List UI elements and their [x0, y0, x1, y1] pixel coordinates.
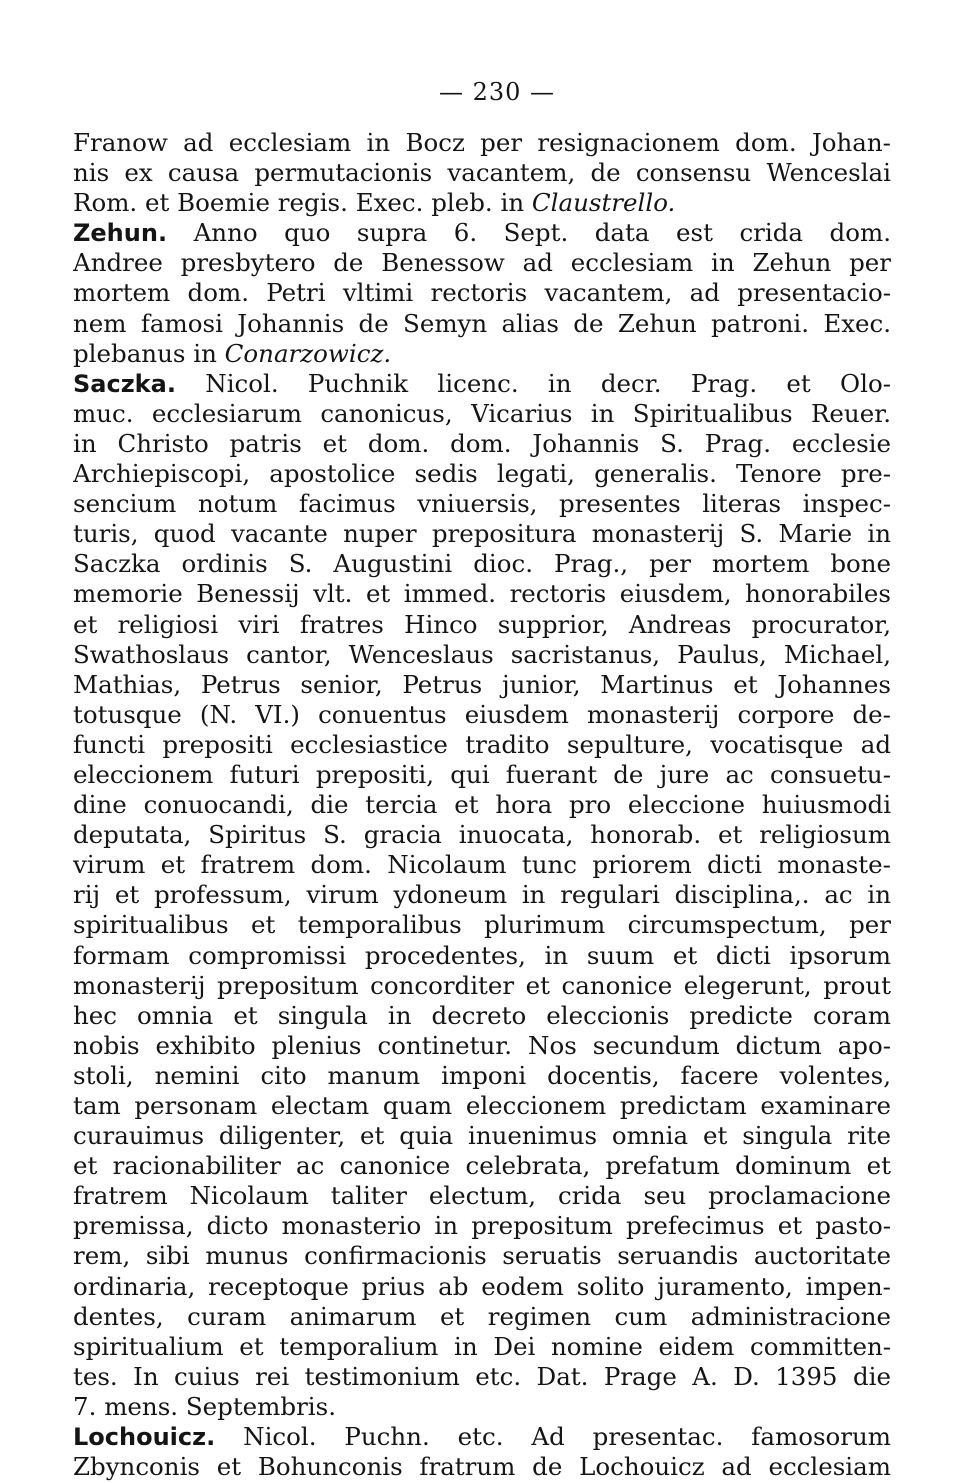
- entry-first-line: [73, 1422, 891, 1452]
- entry-first-line: [73, 218, 891, 248]
- text-line: Mathias, Petrus senior, Petrus junior, Martinus et Johannes: [73, 669, 891, 699]
- text-line: nobis exhibito plenius continetur. Nos secundum dictum apo-: [73, 1030, 891, 1060]
- text-line: ordinaria, receptoque prius ab eodem solito juramento, impen-: [73, 1271, 891, 1301]
- text-line: nem famosi Johannis de Semyn alias de Zehun patroni. Exec.: [73, 308, 891, 338]
- document-entry: [73, 1422, 891, 1482]
- text-line: functi prepositi ecclesiastice tradito sepulture, vocatisque ad: [73, 729, 891, 759]
- text-line: rem, sibi munus confirmacionis seruatis seruandis auctoritate: [73, 1241, 891, 1271]
- text-line: tes. In cuius rei testimonium etc. Dat. Prage A. D. 1395 die: [73, 1361, 891, 1391]
- text-line: spiritualibus et temporalibus plurimum circumspectum, per: [73, 910, 891, 940]
- text-line: mortem dom. Petri vltimi rectoris vacantem, ad presentacio-: [73, 278, 891, 308]
- entry-place-heading: Lochouicz.: [73, 1423, 216, 1452]
- text-line: fratrem Nicolaum taliter electum, crida seu proclamacione: [73, 1181, 891, 1211]
- text-line: totusque (N. VI.) conuentus eiusdem monasterij corpore de-: [73, 699, 891, 729]
- text-line: 7. mens. Septembris.: [73, 1391, 336, 1421]
- text-line: Swathoslaus cantor, Wenceslaus sacristanus, Paulus, Michael,: [73, 639, 891, 669]
- text-line: Franow ad ecclesiam in Bocz per resignacionem dom. Johan-: [73, 128, 891, 157]
- entry-first-line: [73, 369, 891, 399]
- text-line: sencium notum facimus vniuersis, presentes literas inspec-: [73, 489, 891, 519]
- text-line: virum et fratrem dom. Nicolaum tunc priorem dicti monaste-: [73, 850, 891, 880]
- text-line: rij et professum, virum ydoneum in regulari disciplina,. ac in: [73, 880, 891, 910]
- text-line: Saczka ordinis S. Augustini dioc. Prag., per mortem bone: [73, 549, 891, 579]
- text-line: monasterij prepositum concorditer et canonice elegerunt, prout: [73, 970, 891, 1000]
- entry-place-heading: Zehun.: [73, 219, 168, 248]
- entry-lead-text: Anno quo supra 6. Sept. data est crida dom.: [193, 218, 891, 248]
- text-line: Rom. et Boemie regis. Exec. pleb. in Claustrello.: [73, 188, 676, 218]
- document-entry: [73, 369, 891, 1422]
- document-entry: [73, 128, 891, 218]
- text-line: nis ex causa permutacionis vacantem, de consensu Wenceslai: [73, 158, 891, 188]
- text-line: stoli, nemini cito manum imponi docentis, facere volentes,: [73, 1060, 891, 1090]
- text-line: turis, quod vacante nuper prepositura monasterij S. Marie in: [73, 519, 891, 549]
- text-line: hec omnia et singula in decreto eleccionis predicte coram: [73, 1000, 891, 1030]
- text-line: Zbynconis et Bohunconis fratrum de Lochouicz ad ecclesiam: [73, 1452, 891, 1482]
- page-number: — 230 —: [438, 78, 556, 106]
- text-line: in Christo patris et dom. dom. Johannis S. Prag. ecclesie: [73, 428, 891, 458]
- text-line: dentes, curam animarum et regimen cum administracione: [73, 1301, 891, 1331]
- text-line: curauimus diligenter, et quia inuenimus omnia et singula rite: [73, 1121, 891, 1151]
- document-body: [73, 128, 891, 1482]
- text-line: spiritualium et temporalium in Dei nomine eidem committen-: [73, 1331, 891, 1361]
- text-line: Andree presbytero de Benessow ad ecclesiam in Zehun per: [73, 248, 891, 278]
- entry-lead-text: Nicol. Puchn. etc. Ad presentac. famosorum: [243, 1422, 891, 1452]
- text-line: premissa, dicto monasterio in prepositum prefecimus et pasto-: [73, 1211, 891, 1241]
- text-line: Archiepiscopi, apostolice sedis legati, generalis. Tenore pre-: [73, 459, 891, 489]
- text-line: formam compromissi procedentes, in suum et dicti ipsorum: [73, 940, 891, 970]
- text-line: memorie Benessij vlt. et immed. rectoris eiusdem, honorabiles: [73, 579, 891, 609]
- document-page: [73, 72, 891, 1482]
- entry-lead-text: Nicol. Puchnik licenc. in decr. Prag. et Olo-: [205, 368, 891, 398]
- text-line: et racionabiliter ac canonice celebrata, prefatum dominum et: [73, 1151, 891, 1181]
- entry-place-heading: Saczka.: [73, 369, 176, 398]
- text-line: tam personam electam quam eleccionem predictam examinare: [73, 1091, 891, 1120]
- text-line: eleccionem futuri prepositi, qui fuerant de jure ac consuetu-: [73, 759, 891, 789]
- text-line: deputata, Spiritus S. gracia inuocata, honorab. et religiosum: [73, 820, 891, 850]
- text-line: plebanus in Conarzowicz.: [73, 338, 392, 368]
- document-entry: [73, 218, 891, 368]
- text-line: et religiosi viri fratres Hinco supprior, Andreas procurator,: [73, 609, 891, 639]
- text-line: muc. ecclesiarum canonicus, Vicarius in Spiritualibus Reuer.: [73, 398, 891, 428]
- text-line: dine conuocandi, die tercia et hora pro eleccione huiusmodi: [73, 790, 891, 820]
